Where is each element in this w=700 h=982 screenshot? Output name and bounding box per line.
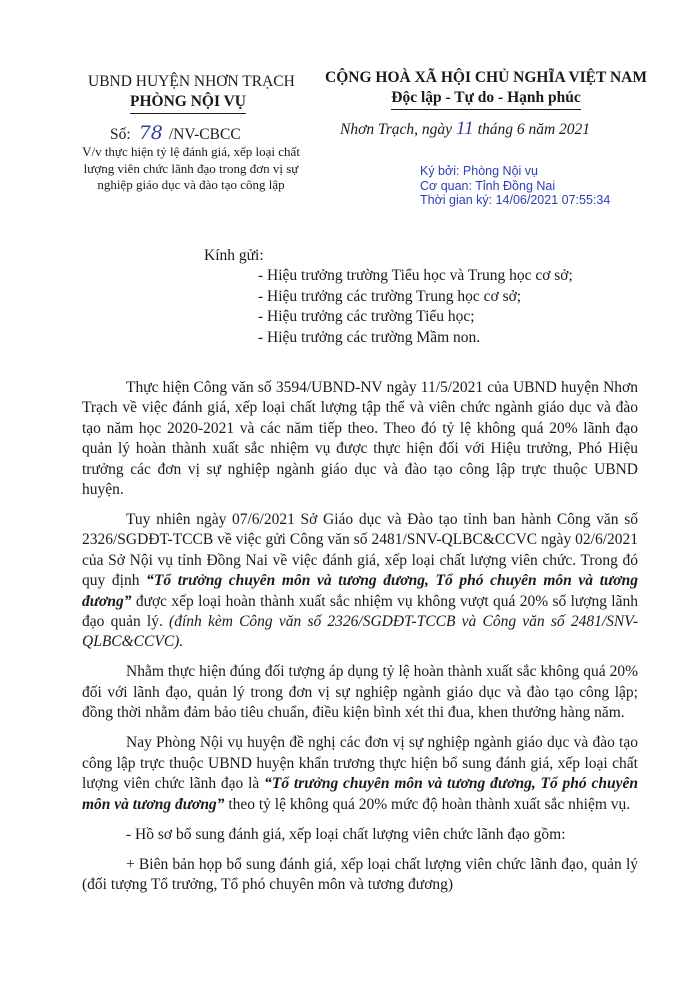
so-label: Số: (110, 126, 131, 143)
recipient-item: - Hiệu trưởng các trường Mầm non. (258, 328, 481, 346)
issuing-organization (88, 72, 295, 114)
national-motto: Độc lập - Tự do - Hạnh phúc (391, 88, 580, 110)
place-and-date (340, 118, 590, 140)
signed-by: Ký bởi: Phòng Nội vụ (420, 164, 538, 178)
paragraph-4 (82, 733, 638, 815)
nation-name: CỘNG HOÀ XÃ HỘI CHỦ NGHĨA VIỆT NAM (325, 69, 647, 86)
document-number (110, 122, 241, 144)
document-body (82, 378, 638, 905)
so-code: /NV-CBCC (168, 126, 241, 143)
month-year: tháng 6 năm 2021 (477, 121, 591, 138)
paragraph-2-emphasis: “Tổ trưởng chuyên môn và tương đương, Tổ phó chuyên môn và tương đương” (82, 572, 638, 610)
recipient-item: - Hiệu trưởng các trường Tiểu học; (258, 308, 475, 325)
org-line-1: UBND HUYỆN NHƠN TRẠCH (88, 73, 295, 90)
handwritten-number: 78 (138, 122, 163, 144)
recipient-item: - Hiệu trưởng các trường Trung học cơ sở; (258, 287, 522, 305)
signing-agency: Cơ quan: Tỉnh Đồng Nai (420, 178, 556, 193)
paragraph-2-attachment-note: (đính kèm Công văn số 2326/SGDĐT-TCCB và Công văn số 2481/SNV-QLBC&CCVC). (82, 613, 638, 651)
org-line-2: PHÒNG NỘI VỤ (130, 92, 246, 114)
paragraph-4-emphasis: “Tổ trưởng chuyên môn và tương đương, Tổ phó chuyên môn và tương đương” (82, 775, 638, 813)
paragraph-2-text-cont: được xếp loại hoàn thành xuất sắc nhiệm vụ không vượt quá 20% số lượng lãnh đạo quản lý. (82, 592, 638, 631)
paragraph-4-text-cont: theo tỷ lệ không quá 20% mức độ hoàn thành xuất sắc nhiệm vụ. (224, 795, 631, 813)
paragraph-2-text: Tuy nhiên ngày 07/6/2021 Sở Giáo dục và Đào tạo tỉnh ban hành Công văn số 2326/SGDĐT-TCCB về việc gửi Công văn số 2481/SNV-QLBC&CCVC ngày 02/6/2021 của Sở Nội vụ tỉnh Đồng Nai về việc đánh giá, xếp loại chất lượng viên chức. Trong đó quy định (82, 511, 638, 590)
handwritten-day: 11 (456, 118, 474, 139)
recipient-list (258, 266, 573, 348)
place-prefix: Nhơn Trạch, ngày (340, 121, 453, 138)
recipient-item: - Hiệu trưởng trường Tiểu học và Trung học cơ sở; (258, 267, 573, 284)
paragraph-1: Thực hiện Công văn số 3594/UBND-NV ngày 11/5/2021 của UBND huyện Nhơn Trạch về việc đánh giá, xếp loại chất lượng tập thể và viên chức ngành giáo dục và đào tạo năm học 2020-2021 và các năm tiếp theo. Theo đó tỷ lệ không quá 20% lãnh đạo quản lý hoàn thành xuất sắc nhiệm vụ được thực hiện đối với Hiệu trưởng, Phó Hiệu trưởng các đơn vị sự nghiệp ngành giáo dục và đào tạo công lập trực thuộc UBND huyện. (82, 379, 638, 499)
document-subject: V/v thực hiện tỷ lệ đánh giá, xếp loại chất lượng viên chức lãnh đạo trong đơn vị sự nghiệp giáo dục và đào tạo công lập (82, 144, 300, 192)
greeting-label: Kính gửi: (204, 247, 264, 264)
signing-time: Thời gian ký: 14/06/2021 07:55:34 (420, 193, 611, 207)
digital-signature-info (420, 164, 610, 208)
paragraph-6: + Biên bản họp bổ sung đánh giá, xếp loại chất lượng viên chức lãnh đạo, quản lý (đối tượng Tổ trưởng, Tổ phó chuyên môn và tương đương) (82, 855, 638, 893)
paragraph-2 (82, 510, 638, 653)
paragraph-4-text: Nay Phòng Nội vụ huyện đề nghị các đơn vị sự nghiệp ngành giáo dục và đào tạo công lập trực thuộc UBND huyện khẩn trương thực hiện bổ sung đánh giá, xếp loại chất lượng viên chức lãnh đạo là (82, 734, 638, 793)
national-header (312, 68, 660, 110)
paragraph-5: - Hồ sơ bổ sung đánh giá, xếp loại chất lượng viên chức lãnh đạo gồm: (126, 825, 566, 843)
paragraph-3: Nhằm thực hiện đúng đối tượng áp dụng tỷ lệ hoàn thành xuất sắc không quá 20% đối với lãnh đạo, quản lý trong đơn vị sự nghiệp ngành giáo dục và đào tạo công lập; đồng thời nhằm đảm bảo tiêu chuẩn, điều kiện bình xét thi đua, khen thưởng hàng năm. (82, 663, 638, 722)
